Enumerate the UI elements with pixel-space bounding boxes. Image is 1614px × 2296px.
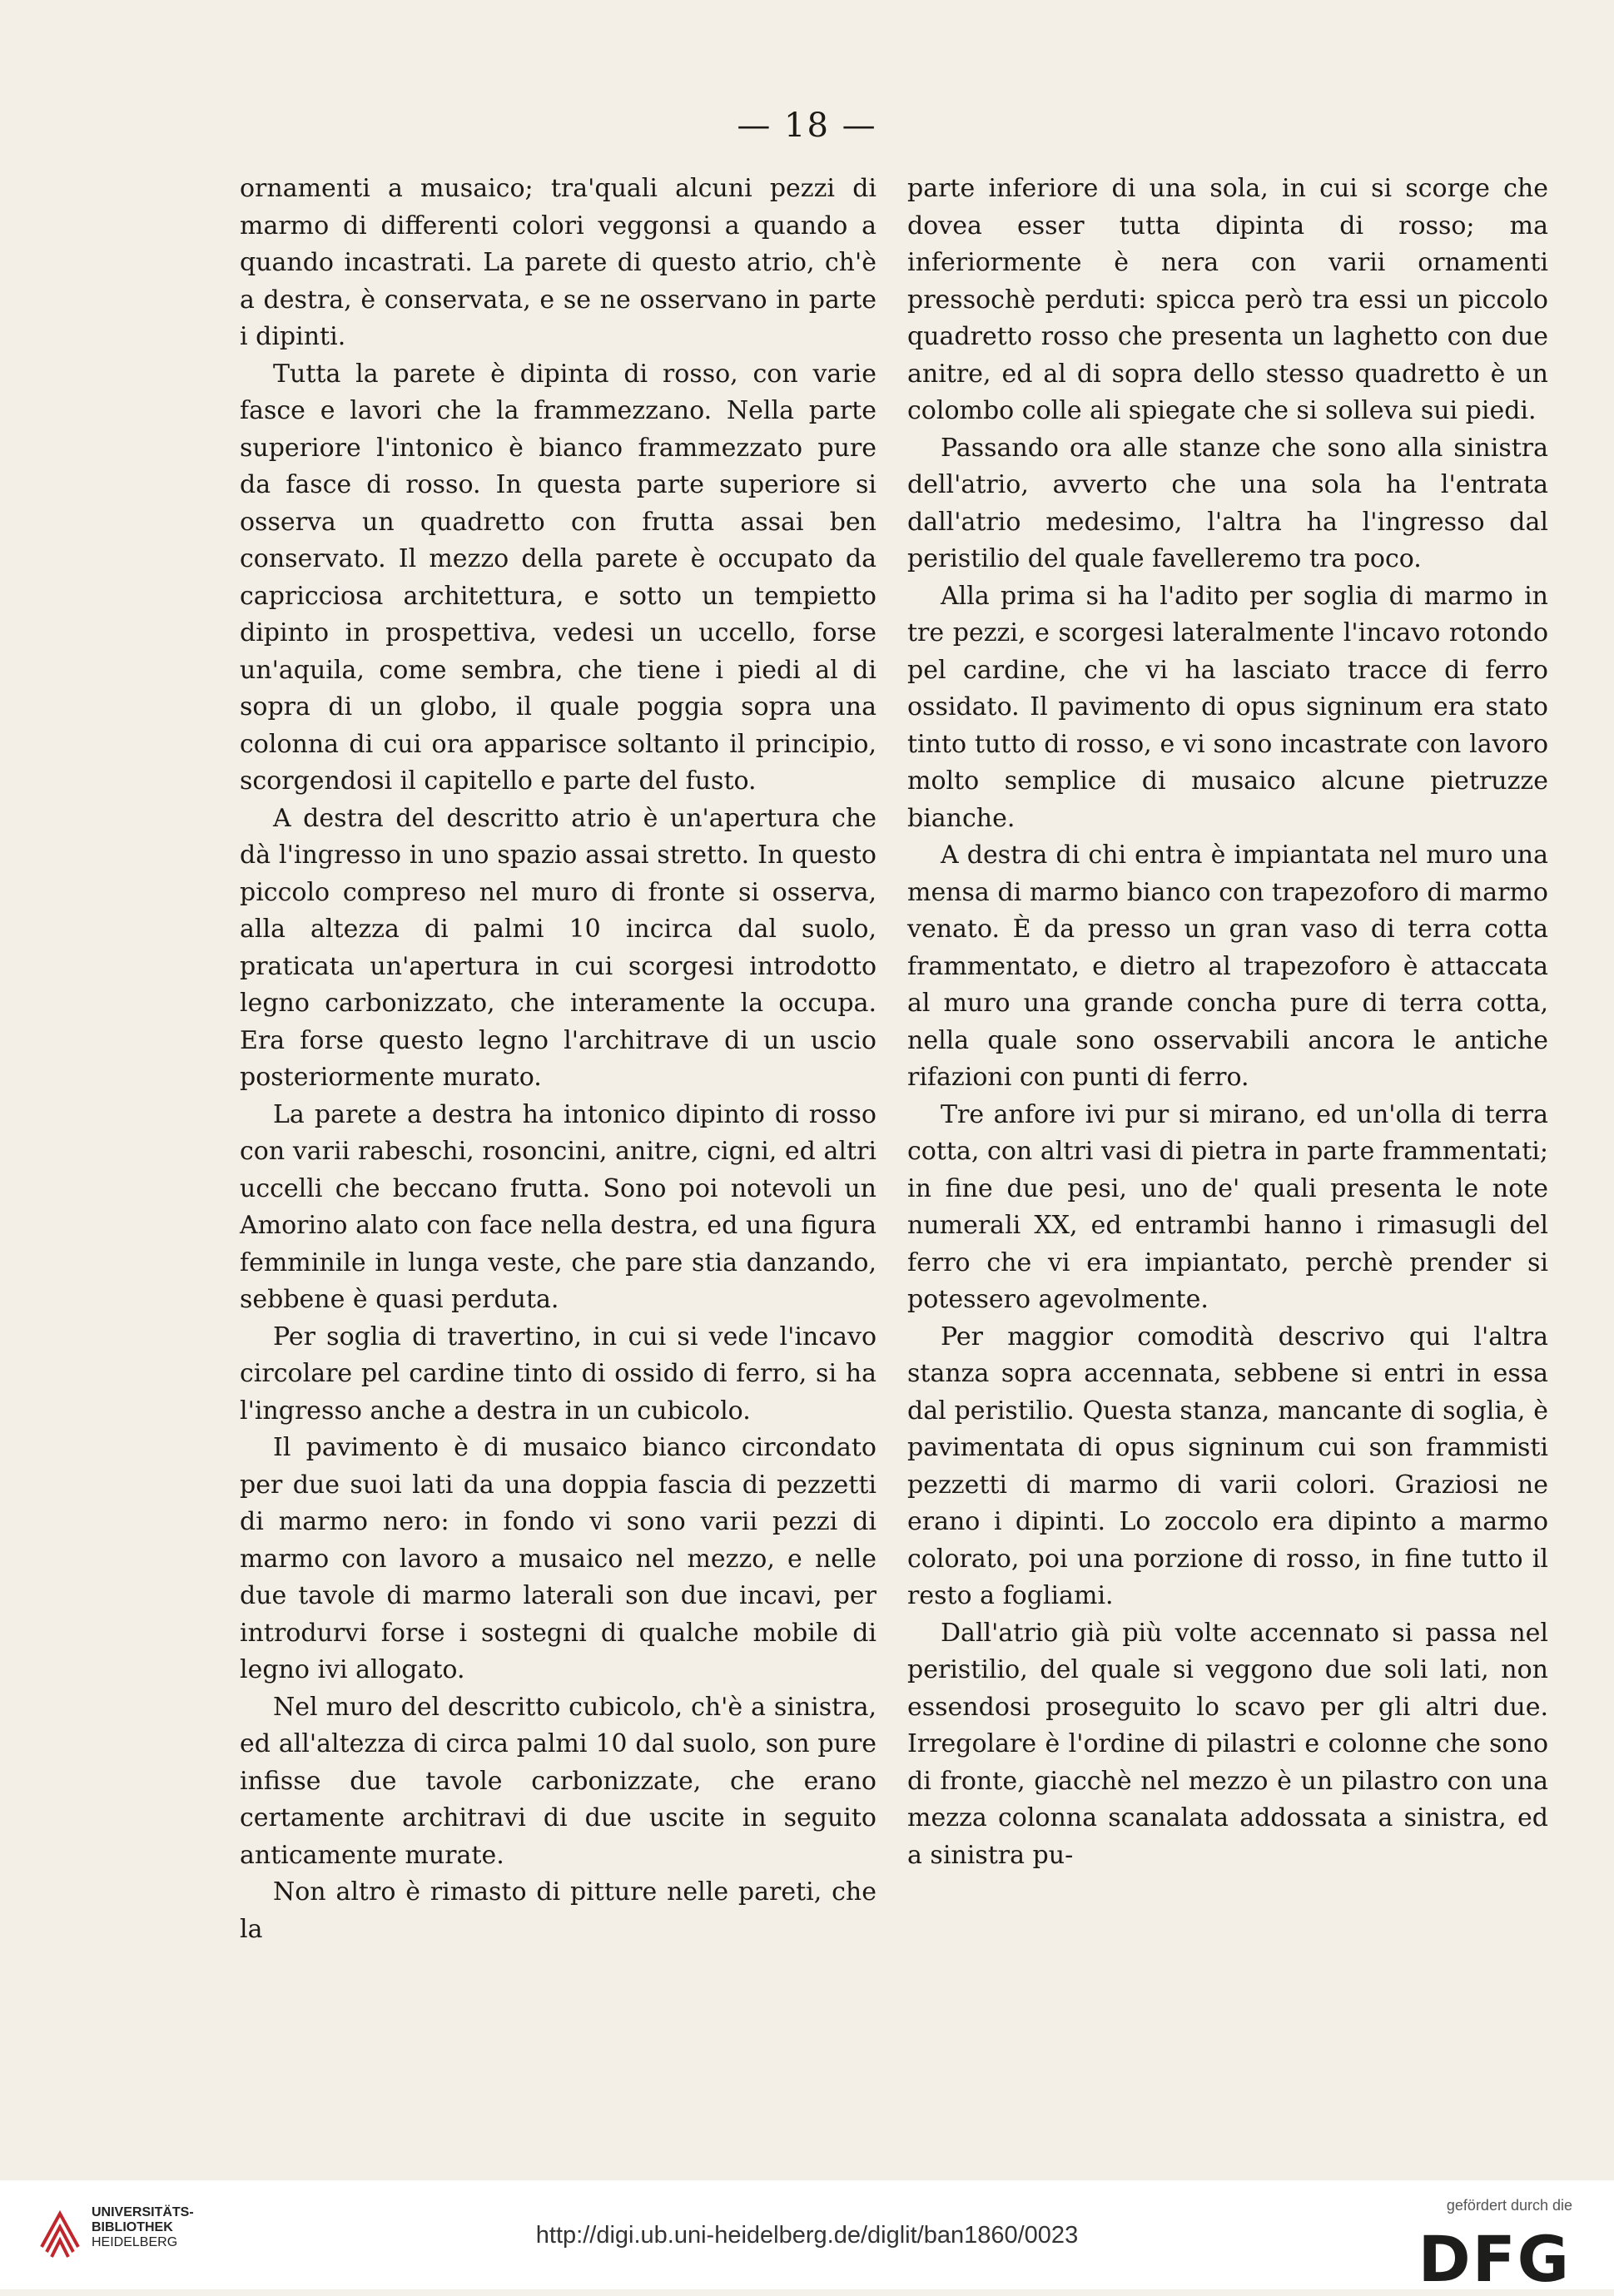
- dfg-logo: DFG: [1418, 2222, 1571, 2296]
- permalink[interactable]: http://digi.ub.uni-heidelberg.de/diglit/ban1860/0023: [535, 2222, 1079, 2249]
- paragraph: parte inferiore di una sola, in cui si scorge che dovea esser tutta dipinta di rosso; ma inferiormente è nera con varii ornamenti pressochè perduti: spicca però tra essi un piccolo quadretto rosso che presenta un laghetto con due anitre, ed al di sopra dello stesso quadretto è un colombo colle ali spiegate che si solleva sui piedi.: [907, 174, 1548, 425]
- paragraph: Alla prima si ha l'adito per soglia di marmo in tre pezzi, e scorgesi lateralmente l'incavo rotondo pel cardine, che vi ha lasciato tracce di ferro ossidato. Il pavimento di opus signinum era stato tinto tutto di rosso, e vi sono incastrate con lavoro molto semplice di musaico alcune pietruzze bianche.: [907, 581, 1548, 833]
- paragraph: Tre anfore ivi pur si mirano, ed un'olla di terra cotta, con altri vasi di pietra in parte frammentati; in fine due pesi, uno de' quali presenta le note numerali XX, ed entrambi hanno i rimasugli del ferro che vi era impiantato, perchè prender si potessero agevolmente.: [907, 1099, 1548, 1314]
- paragraph: La parete a destra ha intonico dipinto di rosso con varii rabeschi, rosoncini, anitre, cigni, ed altri uccelli che beccano frutta. Sono poi notevoli un Amorino alato con face nella destra, ed una figura femminile in lunga veste, che pare stia danzando, sebbene è quasi perduta.: [240, 1099, 877, 1314]
- library-name-line: HEIDELBERG: [92, 2235, 178, 2249]
- library-name-line: UNIVERSITÄTS-: [92, 2205, 194, 2219]
- page-number: — 18 —: [737, 107, 877, 145]
- library-name-line: BIBLIOTHEK: [92, 2220, 173, 2234]
- left-column: [240, 171, 877, 1948]
- paragraph: Il pavimento è di musaico bianco circondato per due suoi lati da una doppia fascia di pezzetti di marmo nero: in fondo vi sono varii pezzi di marmo con lavoro a musaico nel mezzo, e nelle due tavole di marmo laterali son due incavi, per introdurvi forse i sostegni di qualche mobile di legno ivi allogato.: [240, 1433, 877, 1684]
- footer-bar: [0, 2180, 1614, 2296]
- paragraph: Nel muro del descritto cubicolo, ch'è a sinistra, ed all'altezza di circa palmi 10 dal suolo, son pure infisse due tavole carbonizzate, che erano certamente architravi di due uscite in seguito anticamente murate.: [240, 1692, 877, 1870]
- paragraph: Tutta la parete è dipinta di rosso, con varie fasce e lavori che la frammezzano. Nella parte superiore l'intonico è bianco frammezzato pure da fasce di rosso. In questa parte superiore si osserva un quadretto con frutta assai ben conservato. Il mezzo della parete è occupato da capricciosa architettura, e sotto un tempietto dipinto in prospettiva, vedesi un uccello, forse un'aquila, come sembra, che tiene i piedi al di sopra di un globo, il quale poggia sopra una colonna di cui ora apparisce soltanto il principio, scorgendosi il capitello e parte del fusto.: [240, 359, 877, 796]
- paragraph: Non altro è rimasto di pitture nelle pareti, che la: [240, 1877, 877, 1944]
- paragraph: ornamenti a musaico; tra'quali alcuni pezzi di marmo di differenti colori veggonsi a quando a quando incastrati. La parete di questo atrio, ch'è a destra, è conservata, e se ne osservano in parte i dipinti.: [240, 174, 877, 351]
- paragraph: Passando ora alle stanze che sono alla sinistra dell'atrio, avverto che una sola ha l'entrata dall'atrio medesimo, l'altra ha l'ingresso dal peristilio del quale favelleremo tra poco.: [907, 433, 1548, 573]
- paragraph: Per soglia di travertino, in cui si vede l'incavo circolare pel cardine tinto di ossido di ferro, si ha l'ingresso anche a destra in un cubicolo.: [240, 1322, 877, 1426]
- right-column: [907, 171, 1548, 1874]
- paragraph: A destra del descritto atrio è un'apertura che dà l'ingresso in uno spazio assai stretto. In questo piccolo compreso nel muro di fronte si osserva, alla altezza di palmi 10 incirca dal suolo, praticata un'apertura in cui scorgesi introdotto legno carbonizzato, che interamente la occupa. Era forse questo legno l'architrave di un uscio posteriormente murato.: [240, 803, 877, 1092]
- funded-by-label: gefördert durch die: [1446, 2197, 1572, 2214]
- paragraph: Dall'atrio già più volte accennato si passa nel peristilio, del quale si veggono due soli lati, non essendosi proseguito lo scavo per gli altri due. Irregolare è l'ordine di pilastri e colonne che sono di fronte, giacchè nel mezzo è un pilastro con una mezza colonna scanalata addossata a sinistra, ed a sinistra pu-: [907, 1618, 1548, 1870]
- paragraph: Per maggior comodità descrivo qui l'altra stanza sopra accennata, sebbene si entri in essa dal peristilio. Questa stanza, mancante di soglia, è pavimentata di opus signinum cui son frammisti pezzetti di marmo di varii colori. Graziosi ne erano i dipinti. Lo zoccolo era dipinto a marmo colorato, poi una porzione di rosso, in fine tutto il resto a fogliami.: [907, 1322, 1548, 1610]
- paragraph: A destra di chi entra è impiantata nel muro una mensa di marmo bianco con trapezoforo di marmo venato. È da presso un gran vaso di terra cotta frammentato, e dietro al trapezoforo è attaccata al muro una grande concha pure di terra cotta, nella quale sono osservabili ancora le antiche rifazioni con punti di ferro.: [907, 841, 1548, 1092]
